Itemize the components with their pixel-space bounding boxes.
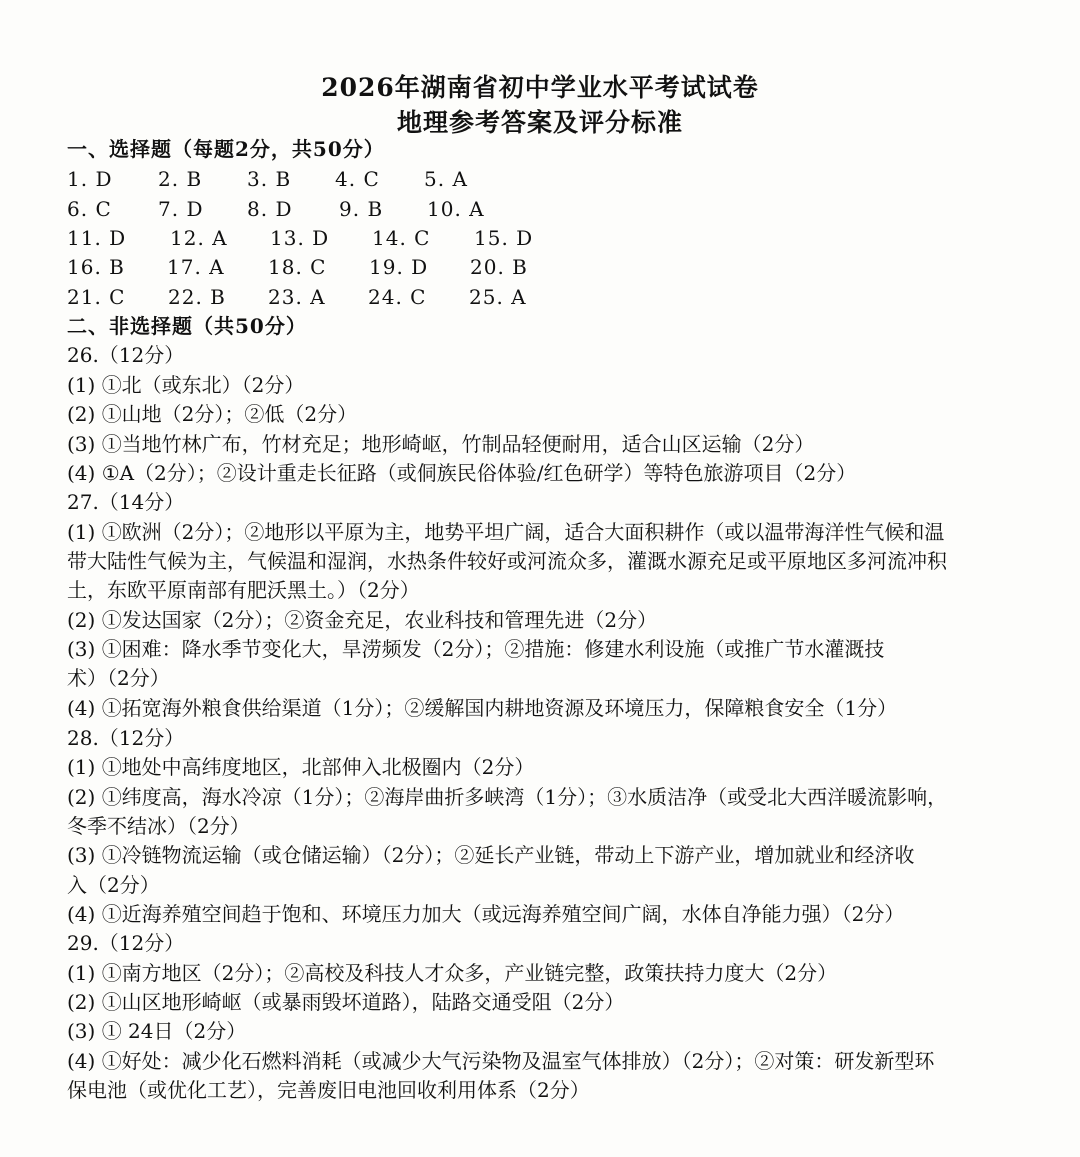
- choice-answer: 20. B: [470, 255, 528, 279]
- section1-heading: 一、选择题（每题2分，共50分）: [67, 137, 385, 161]
- question-27-heading: 27.（14分）: [67, 490, 185, 514]
- choice-answer: 3. B: [247, 167, 292, 191]
- exam-subtitle: 地理参考答案及评分标准: [396, 108, 683, 137]
- question-28-heading: 28.（12分）: [67, 726, 185, 750]
- question-26-heading: 26.（12分）: [67, 343, 185, 367]
- answer-line: (1) ①地处中高纬度地区，北部伸入北极圈内（2分）: [67, 755, 535, 779]
- answer-line: (1) ①南方地区（2分）；②高校及科技人才众多，产业链完整，政策扶持力度大（2分）: [67, 961, 838, 985]
- choice-answer: 17. A: [167, 255, 225, 279]
- choice-answer: 5. A: [424, 167, 468, 191]
- choice-answer: 2. B: [158, 167, 203, 191]
- choice-answer: 16. B: [67, 255, 125, 279]
- choice-answer: 9. B: [339, 197, 384, 221]
- answer-line: 带大陆性气候为主，气候温和湿润，水热条件较好或河流众多，灌溉水源充足或平原地区多河流冲积: [67, 549, 947, 573]
- choice-answer: 22. B: [168, 285, 226, 309]
- answer-line: (1) ①北（或东北）（2分）: [67, 373, 305, 397]
- choice-answer: 24. C: [368, 285, 427, 309]
- answer-line: (3) ①困难：降水季节变化大，旱涝频发（2分）；②措施：修建水利设施（或推广节水灌溉技: [67, 637, 885, 661]
- answer-line: 入（2分）: [67, 873, 160, 897]
- answer-line: 术）（2分）: [67, 666, 170, 690]
- answer-line: (1) ①欧洲（2分）；②地形以平原为主，地势平坦广阔，适合大面积耕作（或以温带海洋性气候和温: [67, 520, 945, 544]
- choice-answer: 15. D: [474, 226, 534, 250]
- answer-line: (3) ①冷链物流运输（或仓储运输）（2分）；②延长产业链，带动上下游产业，增加就业和经济收: [67, 843, 915, 867]
- answer-line: (2) ①发达国家（2分）；②资金充足，农业科技和管理先进（2分）: [67, 608, 658, 632]
- choice-answer: 14. C: [372, 226, 431, 250]
- answer-line: (2) ①山地（2分）；②低（2分）: [67, 402, 358, 426]
- answer-line: 保电池（或优化工艺），完善废旧电池回收利用体系（2分）: [67, 1078, 590, 1102]
- choice-answer: 8. D: [247, 197, 293, 221]
- choice-answer: 6. C: [67, 197, 112, 221]
- section2-heading: 二、非选择题（共50分）: [67, 314, 307, 338]
- answer-line: (2) ①纬度高，海水冷凉（1分）；②海岸曲折多峡湾（1分）；③水质洁净（或受北大西洋暖流影响，: [67, 785, 948, 809]
- choice-answer: 7. D: [158, 197, 204, 221]
- exam-title: 2026年湖南省初中学业水平考试试卷: [321, 73, 759, 102]
- choice-answer: 18. C: [268, 255, 327, 279]
- answer-line: (3) ①当地竹林广布，竹材充足；地形崎岖，竹制品轻便耐用，适合山区运输（2分）: [67, 432, 815, 456]
- answer-line: (3) ① 24日（2分）: [67, 1019, 247, 1043]
- choice-answer: 25. A: [469, 285, 527, 309]
- answer-line: (4) ①好处：减少化石燃料消耗（或减少大气污染物及温室气体排放）（2分）；②对策：研发新型环: [67, 1049, 935, 1073]
- answer-line: 冬季不结冰）（2分）: [67, 814, 250, 838]
- answer-line: (4) ①A（2分）；②设计重走长征路（或侗族民俗体验/红色研学）等特色旅游项目（2分）: [67, 461, 857, 485]
- choice-answer: 1. D: [67, 167, 113, 191]
- choice-answer: 13. D: [270, 226, 330, 250]
- answer-line: (2) ①山区地形崎岖（或暴雨毁坏道路），陆路交通受阻（2分）: [67, 990, 625, 1014]
- choice-answer: 10. A: [427, 197, 485, 221]
- answer-line: 土，东欧平原南部有肥沃黑土。）（2分）: [67, 578, 420, 602]
- question-29-heading: 29.（12分）: [67, 931, 185, 955]
- answer-line: (4) ①拓宽海外粮食供给渠道（1分）；②缓解国内耕地资源及环境压力，保障粮食安全（1分）: [67, 696, 898, 720]
- choice-answer: 23. A: [268, 285, 326, 309]
- choice-answer: 19. D: [369, 255, 429, 279]
- choice-answer: 12. A: [170, 226, 228, 250]
- choice-answer: 11. D: [67, 226, 127, 250]
- answer-line: (4) ①近海养殖空间趋于饱和、环境压力加大（或远海养殖空间广阔，水体自净能力强）（2分）: [67, 902, 905, 926]
- choice-answer: 4. C: [335, 167, 380, 191]
- choice-answer: 21. C: [67, 285, 126, 309]
